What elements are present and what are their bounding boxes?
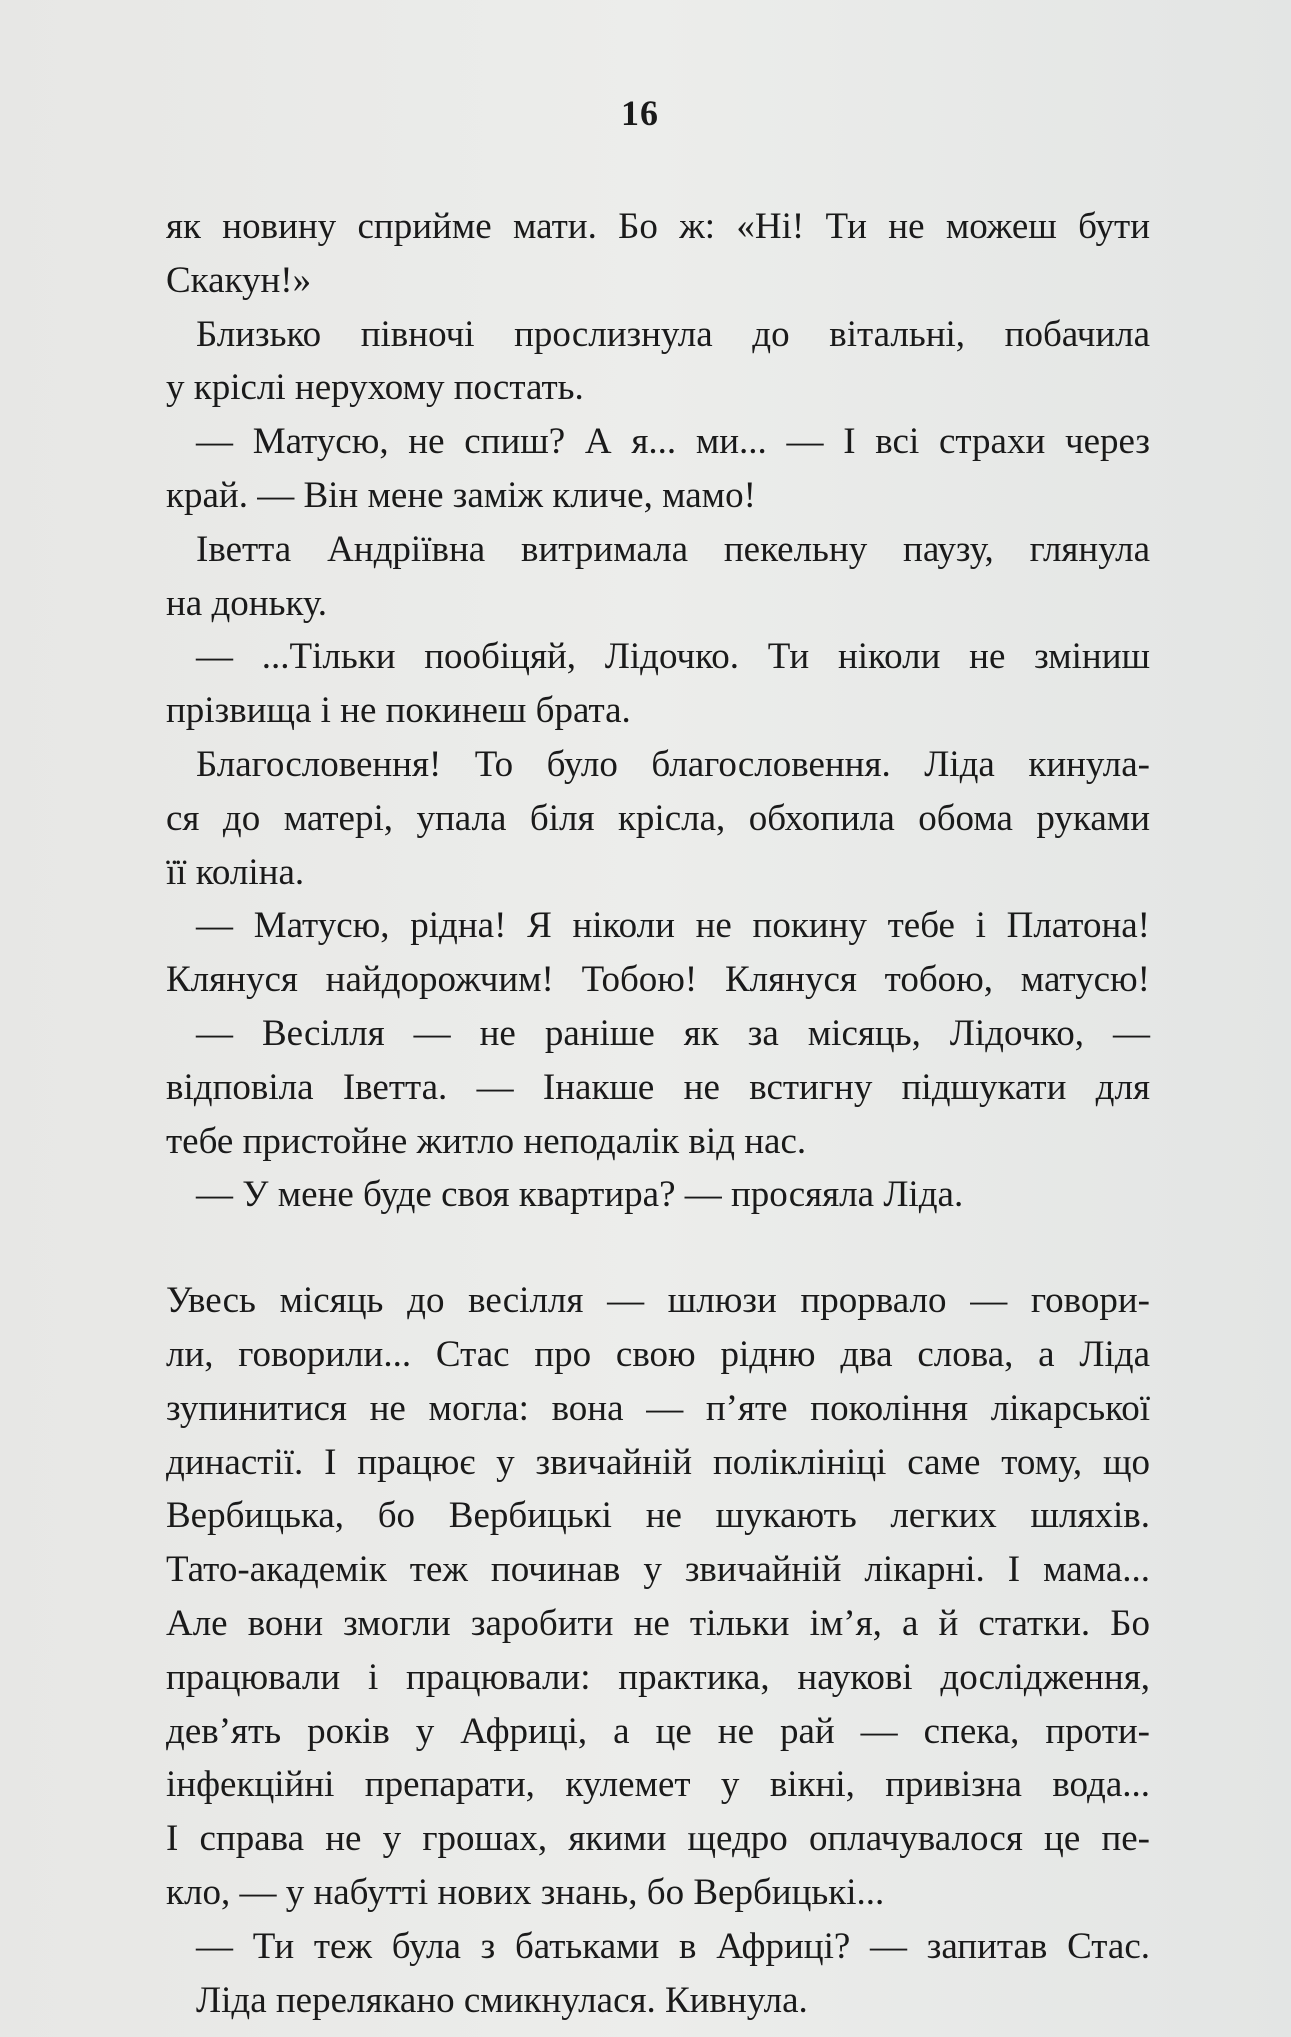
text-line: Але вони змогли заробити не тільки ім’я, а й статки. Бо xyxy=(166,1602,1150,1644)
text-line: Іветта Андріївна витримала пекельну паузу, глянула xyxy=(196,528,1150,570)
text-line: — Матусю, не спиш? А я... ми... — І всі страхи через xyxy=(196,421,1150,463)
text-line: дев’ять років у Африці, а це не рай — спека, проти- xyxy=(166,1710,1150,1752)
text-line: Скакун!» xyxy=(166,259,312,301)
text-line: прізвища і не покинеш брата. xyxy=(166,690,631,732)
text-line: Вербицька, бо Вербицькі не шукають легких шляхів. xyxy=(166,1495,1150,1537)
text-line: її коліна. xyxy=(166,851,305,893)
text-line: — ...Тільки пообіцяй, Лідочко. Ти ніколи не зміниш xyxy=(196,636,1150,678)
text-line: кло, — у набутті нових знань, бо Вербицькі... xyxy=(166,1871,885,1913)
text-line: інфекційні препарати, кулемет у вікні, привізна вода... xyxy=(166,1764,1150,1806)
text-line: І справа не у грошах, якими щедро оплачувалося це пе- xyxy=(166,1818,1150,1860)
page-number: 16 xyxy=(621,93,659,133)
text-line: Благословення! То було благословення. Ліда кинула- xyxy=(196,743,1150,785)
text-line: ся до матері, упала біля крісла, обхопила обома руками xyxy=(166,797,1150,839)
text-line: — Ти теж була з батьками в Африці? — запитав Стас. xyxy=(196,1925,1150,1967)
text-line: зупинитися не могла: вона — п’яте покоління лікарської xyxy=(166,1387,1150,1429)
text-line: — У мене буде своя квартира? — просяяла Ліда. xyxy=(196,1174,964,1216)
text-line: край. — Він мене заміж кличе, мамо! xyxy=(166,474,756,516)
text-line: Близько півночі прослизнула до вітальні, побачила xyxy=(196,313,1150,355)
section-break xyxy=(166,1222,1150,1274)
text-line: Ліда перелякано смикнулася. Кивнула. xyxy=(196,1979,808,2021)
text-line: — Матусю, рідна! Я ніколи не покину тебе і Платона! xyxy=(196,905,1150,947)
text-line: на доньку. xyxy=(166,582,327,624)
text-line: Увесь місяць до весілля — шлюзи прорвало — говори- xyxy=(166,1280,1150,1322)
text-line: Тато-академік теж починав у звичайній лікарні. І мама... xyxy=(166,1549,1150,1591)
text-line: у кріслі нерухому постать. xyxy=(166,367,584,409)
text-line: працювали і працювали: практика, наукові дослідження, xyxy=(166,1656,1150,1698)
text-line: Клянуся найдорожчим! Тобою! Клянуся тобою, матусю! xyxy=(166,959,1150,1001)
text-line: як новину сприйме мати. Бо ж: «Ні! Ти не можеш бути xyxy=(166,206,1150,247)
text-line: ли, говорили... Стас про свою рідню два слова, а Ліда xyxy=(166,1333,1150,1375)
page-text xyxy=(166,200,1150,2027)
text-line: тебе пристойне житло неподалік від нас. xyxy=(166,1120,807,1162)
text-line: — Весілля — не раніше як за місяць, Лідочко, — xyxy=(196,1012,1150,1054)
text-line: династії. І працює у звичайній поліклініці саме тому, що xyxy=(166,1441,1150,1483)
text-line: відповіла Іветта. — Інакше не встигну підшукати для xyxy=(166,1066,1150,1108)
